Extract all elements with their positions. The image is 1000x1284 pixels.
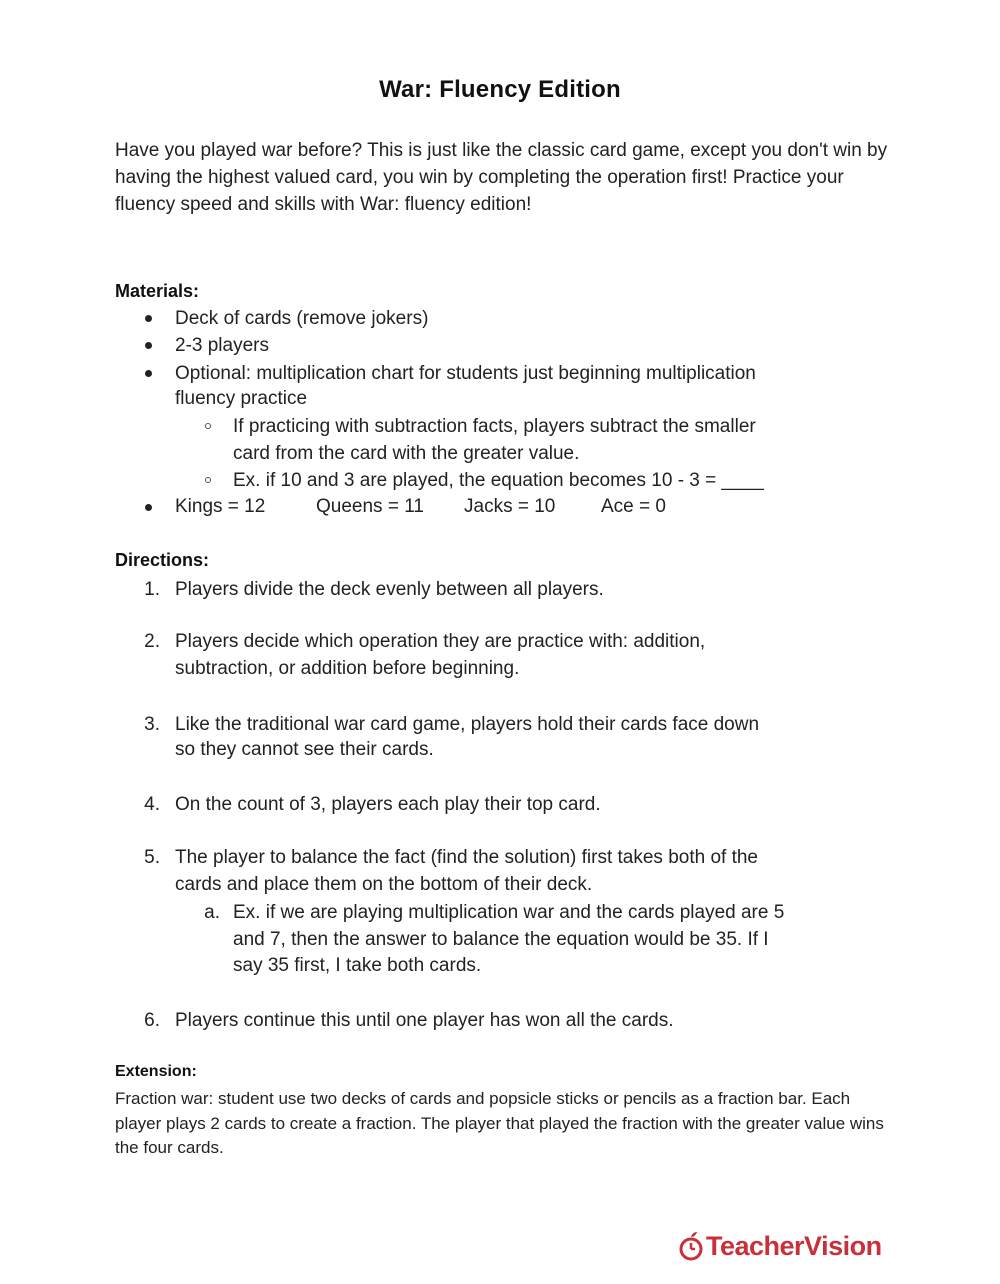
teachervision-logo bbox=[678, 1226, 882, 1266]
bullet-dot bbox=[145, 342, 152, 349]
materials-subitem-subtraction: If practicing with subtraction facts, players subtract the smaller bbox=[233, 416, 756, 437]
logo-text: TeacherVision bbox=[706, 1230, 882, 1261]
apple-clock-icon bbox=[678, 1231, 704, 1261]
materials-item-deck: Deck of cards (remove jokers) bbox=[175, 308, 429, 329]
bullet-dot bbox=[145, 504, 152, 511]
step-2-cont: subtraction, or addition before beginning. bbox=[175, 658, 520, 679]
step-3-cont: so they cannot see their cards. bbox=[175, 739, 434, 760]
step-4: On the count of 3, players each play their top card. bbox=[175, 794, 601, 815]
step-number: 6. bbox=[144, 1010, 160, 1031]
extension-heading: Extension: bbox=[115, 1063, 197, 1080]
substep-letter: a. bbox=[204, 902, 220, 923]
materials-item-players: 2-3 players bbox=[175, 335, 269, 356]
step-5-cont: cards and place them on the bottom of their deck. bbox=[175, 874, 593, 895]
extension-text: Fraction war: student use two decks of cards and popsicle sticks or pencils as a fraction bar. Each player plays 2 cards to create a fraction. The player that played the fraction with the greater value wins the four cards. bbox=[115, 1089, 884, 1157]
step-5a-cont2: say 35 first, I take both cards. bbox=[233, 955, 482, 976]
step-number: 2. bbox=[144, 631, 160, 652]
step-5a-cont: and 7, then the answer to balance the equation would be 35. If I bbox=[233, 929, 769, 950]
step-number: 4. bbox=[144, 794, 160, 815]
materials-subitem-example: Ex. if 10 and 3 are played, the equation becomes 10 - 3 = ____ bbox=[233, 470, 764, 491]
step-3: Like the traditional war card game, players hold their cards face down bbox=[175, 714, 760, 735]
sub-bullet-circle bbox=[205, 423, 211, 429]
bullet-dot bbox=[145, 370, 152, 377]
intro-paragraph: Have you played war before? This is just like the classic card game, except you don't win by having the highest valued card, you win by completing the operation first! Practice your fluency speed and skills with War: fluency edition! bbox=[115, 140, 888, 215]
step-number: 3. bbox=[144, 714, 160, 735]
step-1: Players divide the deck evenly between all players. bbox=[175, 579, 604, 600]
step-6: Players continue this until one player has won all the cards. bbox=[175, 1010, 674, 1031]
page-title: War: Fluency Edition bbox=[379, 76, 621, 103]
materials-heading: Materials: bbox=[115, 281, 200, 301]
card-value-kings: Kings = 12 bbox=[175, 496, 266, 517]
sub-bullet-circle bbox=[205, 477, 211, 483]
materials-item-optional: Optional: multiplication chart for students just beginning multiplication bbox=[175, 363, 756, 384]
card-value-queens: Queens = 11 bbox=[316, 496, 424, 517]
materials-item-optional-cont: fluency practice bbox=[175, 388, 308, 409]
bullet-dot bbox=[145, 315, 152, 322]
card-value-jacks: Jacks = 10 bbox=[464, 496, 556, 517]
step-2: Players decide which operation they are practice with: addition, bbox=[175, 631, 706, 652]
step-5a: Ex. if we are playing multiplication war and the cards played are 5 bbox=[233, 902, 785, 923]
materials-subitem-subtraction-cont: card from the card with the greater value. bbox=[233, 443, 580, 464]
directions-heading: Directions: bbox=[115, 550, 210, 570]
step-number: 5. bbox=[144, 847, 160, 868]
step-5: The player to balance the fact (find the solution) first takes both of the bbox=[175, 847, 758, 868]
step-number: 1. bbox=[144, 579, 160, 600]
card-value-ace: Ace = 0 bbox=[601, 496, 666, 517]
